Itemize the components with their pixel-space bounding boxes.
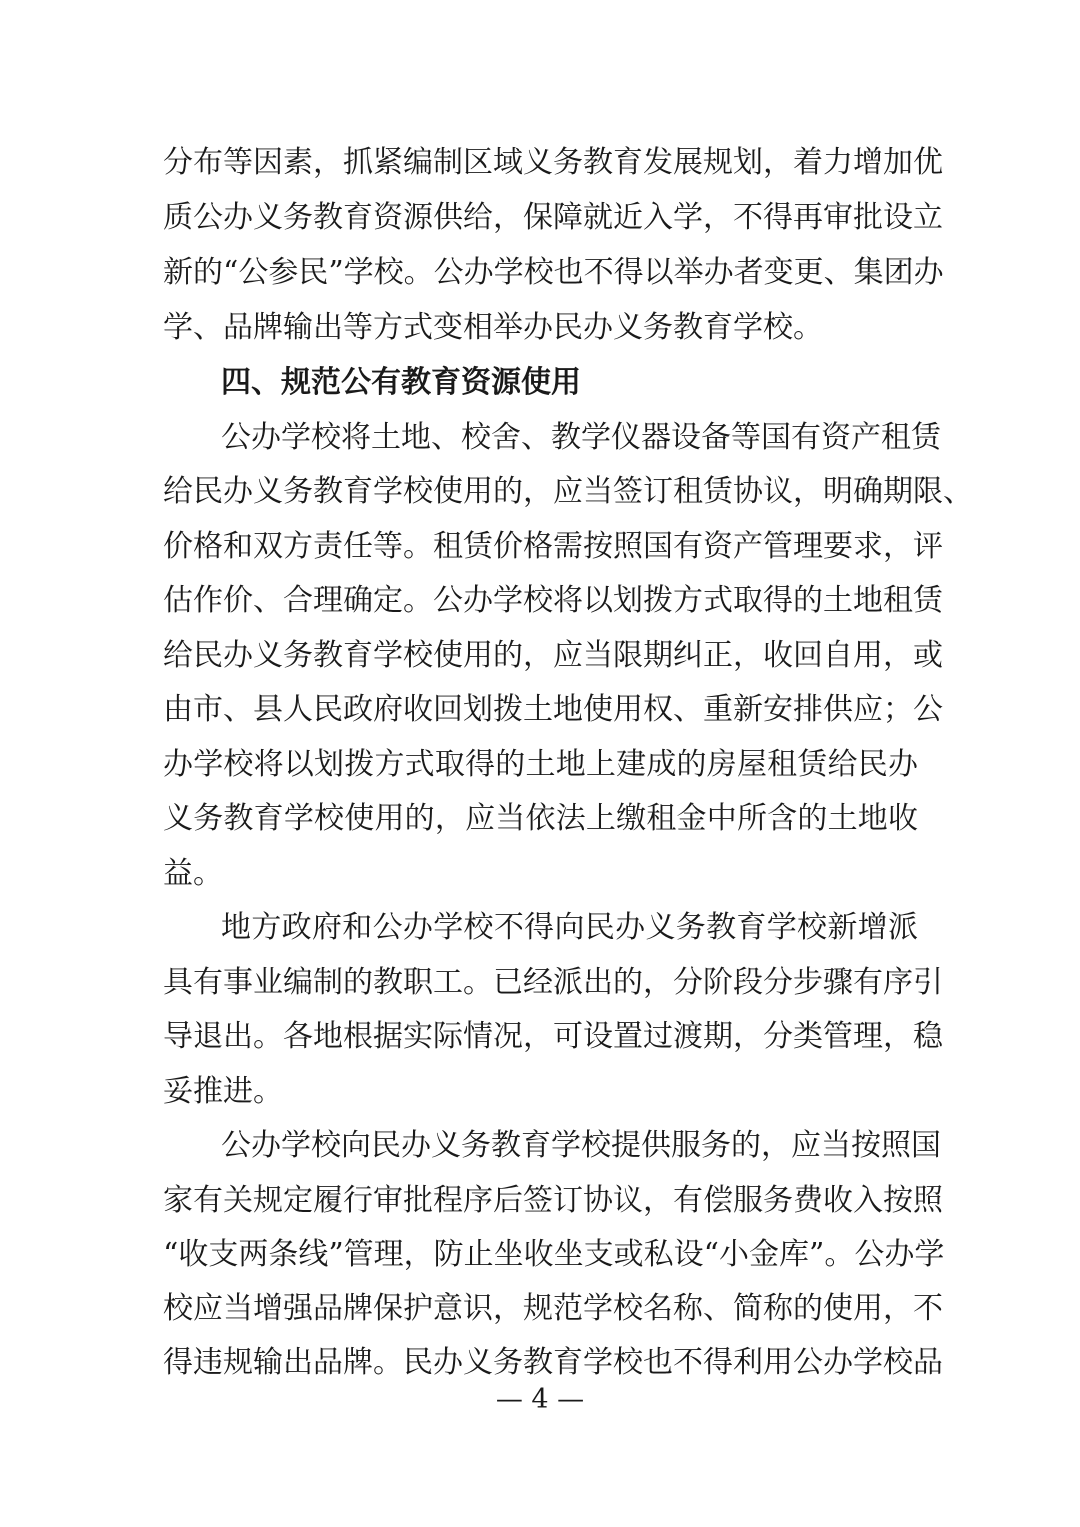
body-line: 办学校将以划拨方式取得的土地上建成的房屋租赁给民办 [163,747,918,782]
body-line: 家有关规定履行审批程序后签订协议，有偿服务费收入按照 [163,1183,943,1218]
paragraph-first-line: 公办学校将土地、校舍、教学仪器设备等国有资产租赁 [221,420,941,455]
body-line: 妥推进。 [163,1074,283,1109]
body-line: 分布等因素，抓紧编制区域义务教育发展规划，着力增加优 [163,145,943,180]
body-line: 益。 [163,856,223,891]
body-line: 估作价、合理确定。公办学校将以划拨方式取得的土地租赁 [163,583,943,618]
body-line: 质公办义务教育资源供给，保障就近入学，不得再审批设立 [163,200,943,235]
body-line: 给民办义务教育学校使用的，应当签订租赁协议，明确期限、 [163,474,973,509]
body-line: 导退出。各地根据实际情况，可设置过渡期，分类管理，稳 [163,1019,943,1054]
body-line: 价格和双方责任等。租赁价格需按照国有资产管理要求，评 [163,529,943,564]
paragraph-first-line: 公办学校向民办义务教育学校提供服务的，应当按照国 [221,1128,941,1163]
body-line: 得违规输出品牌。民办义务教育学校也不得利用公办学校品 [163,1345,943,1380]
page-number: — 4 — [495,1384,585,1415]
body-line: 具有事业编制的教职工。已经派出的，分阶段分步骤有序引 [163,965,943,1000]
body-line: 义务教育学校使用的，应当依法上缴租金中所含的土地收 [163,801,918,836]
body-line: 由市、县人民政府收回划拨土地使用权、重新安排供应；公 [163,692,943,727]
paragraph-first-line: 地方政府和公办学校不得向民办义务教育学校新增派 [221,910,918,945]
body-line: 校应当增强品牌保护意识，规范学校名称、简称的使用，不 [163,1291,943,1326]
body-line: “收支两条线”管理，防止坐收坐支或私设“小金库”。公办学 [163,1237,945,1272]
body-line: 学、品牌输出等方式变相举办民办义务教育学校。 [163,310,823,345]
body-line: 新的“公参民”学校。公办学校也不得以举办者变更、集团办 [163,255,944,290]
section-heading: 四、规范公有教育资源使用 [221,365,581,400]
body-line: 给民办义务教育学校使用的，应当限期纠正，收回自用，或 [163,638,943,673]
